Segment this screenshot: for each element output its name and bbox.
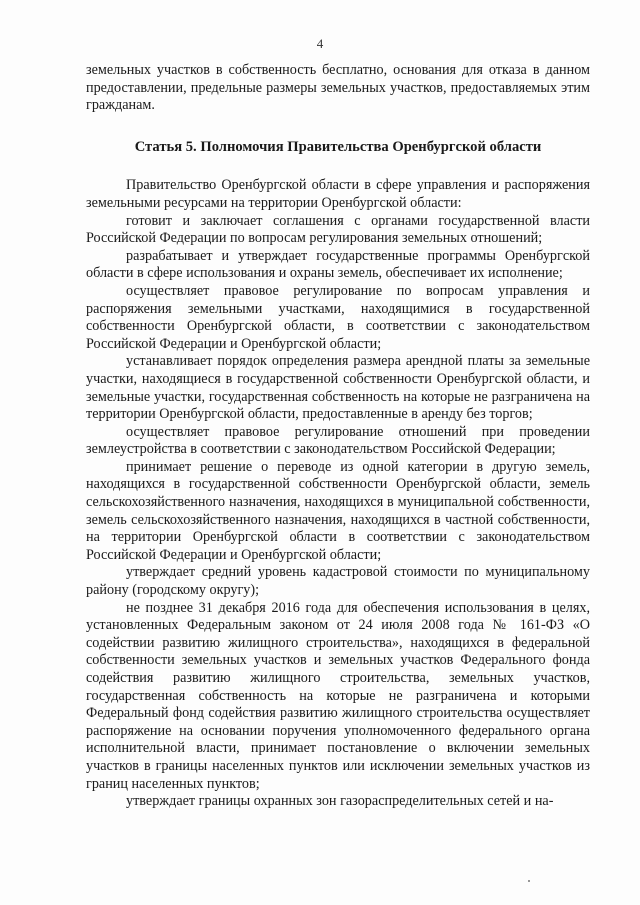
list-item: принимает решение о переводе из одной категории в другую земель, находящихся в государственной собственности Оренбургской области, земель сельскохозяйственного назначения, находящихся в муниципальной собственности, земель сельскохозяйственного назначения, находящихся в частной собственности, на территории Оренбургской области в соответствии с законодательством Российской Федерации и Оренбургской области;	[86, 458, 590, 563]
intro-paragraph: земельных участков в собственность бесплатно, основания для отказа в данном предоставлении, предельные размеры земельных участков, предоставляемых этим гражданам.	[86, 62, 590, 114]
page-number: 4	[316, 36, 324, 51]
list-item: осуществляет правовое регулирование отношений при проведении землеустройства в соответствии с законодательством Российской Федерации;	[86, 423, 590, 458]
article-heading: Статья 5. Полномочия Правительства Оренбургской области	[134, 138, 542, 155]
list-item: осуществляет правовое регулирование по вопросам управления и распоряжения земельными участками, находящимися в государственной собственности Оренбургской области, в соответствии с законодательством Российской Федерации и Оренбургской области;	[86, 282, 590, 352]
list-item: утверждает средний уровень кадастровой стоимости по муниципальному району (городскому округу);	[86, 564, 590, 599]
scan-speck	[528, 880, 530, 882]
list-item: устанавливает порядок определения размера арендной платы за земельные участки, находящиеся в государственной собственности Оренбургской области, и земельные участки, государственная собственность на которые не разграничена на территории Оренбургской области, предоставленные в аренду без торгов;	[86, 353, 590, 423]
list-item: готовит и заключает соглашения с органами государственной власти Российской Федерации по вопросам регулирования земельных отношений;	[86, 212, 590, 247]
list-item: разрабатывает и утверждает государственные программы Оренбургской области в сфере использования и охраны земель, обеспечивает их исполнение;	[86, 247, 590, 282]
list-item: утверждает границы охранных зон газораспределительных сетей и на-	[126, 793, 554, 810]
list-item: не позднее 31 декабря 2016 года для обеспечения использования в целях, установленных Федеральным законом от 24 июля 2008 года № 161-ФЗ «О содействии развитию жилищного строительства», находящихся в федеральной собственности земельных участков и земельных участков Федерального фонда содействия развитию жилищного строительства, земельных участков, государственная собственность на которые не разграничена и которыми Федеральный фонд содействия развитию жилищного строительства осуществляет распоряжение на основании поручения уполномоченного федерального органа исполнительной власти, принимает постановление о включении земельных участков в границы населенных пунктов или исключении земельных участков из границ населенных пунктов;	[86, 599, 590, 792]
article-lead: Правительство Оренбургской области в сфере управления и распоряжения земельными ресурсами на территории Оренбургской области:	[86, 177, 590, 211]
document-body	[86, 62, 590, 811]
